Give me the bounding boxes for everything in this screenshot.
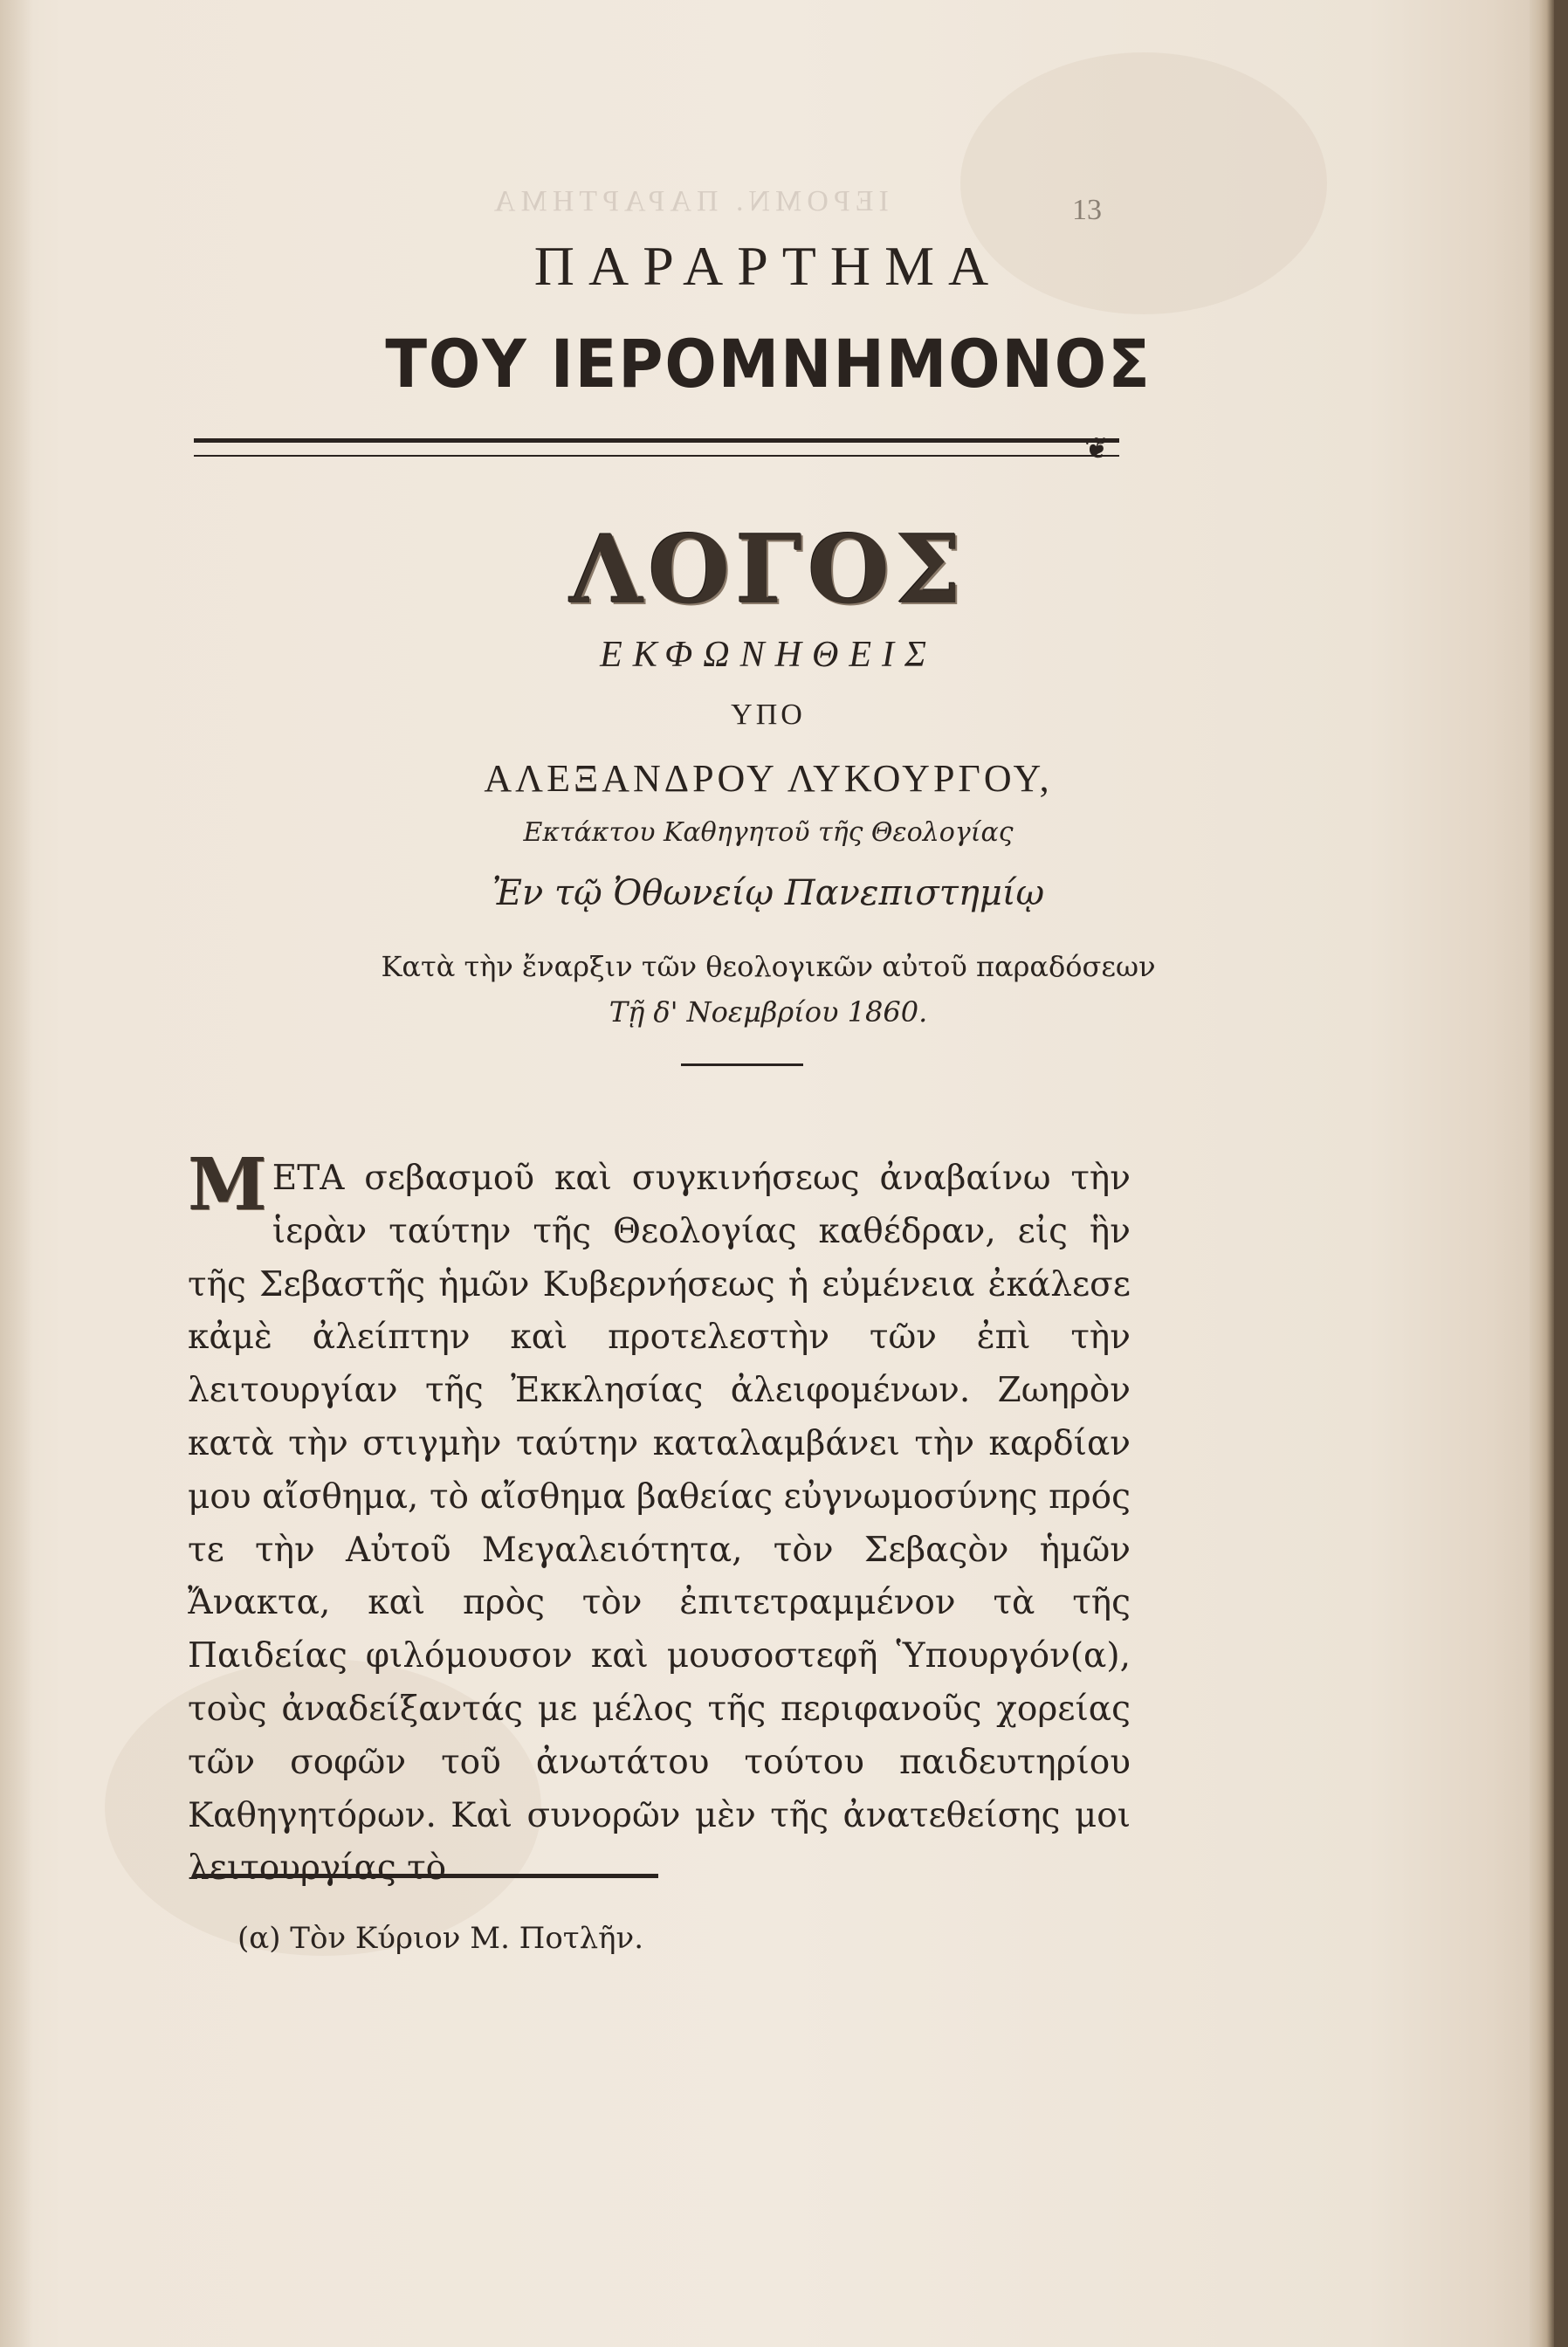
- subtitle: ΕΚΦΩΝΗΘΕΙΣ: [600, 635, 937, 675]
- author-role: Εκτάκτου Καθηγητοῦ τῆς Θεολογίας: [523, 817, 1014, 848]
- page-right-edge: [1530, 0, 1554, 2347]
- author-name: ΑΛΕΞΑΝΔΡΟΥ ΛΥΚΟΥΡΓΟΥ,: [484, 757, 1053, 800]
- by-line: ΥΠΟ: [731, 699, 806, 731]
- date-line: Τῇ δ' Νοεμβρίου 1860.: [609, 995, 928, 1029]
- section-rule: [681, 1063, 803, 1066]
- document-title: ΛΟΓΟΣ: [569, 515, 967, 625]
- header-rule: [194, 438, 1119, 457]
- institution: Ἐν τῷ Ὀθωνείῳ Πανεπιστημίῳ: [492, 873, 1045, 913]
- drop-cap: Μ: [188, 1143, 267, 1227]
- body-paragraph: [188, 1143, 1131, 1896]
- header-line-2: ΤΟΥ ΙΕΡΟΜΝΗΜΟΝΟΣ: [385, 325, 1152, 403]
- rule-ornament-icon: ❦: [1084, 431, 1110, 466]
- header-line-1: ΠΑΡΑΡΤΗΜΑ: [533, 235, 1003, 297]
- bleed-through-header: ΙΕΡΟΜΝ. ΠΑΡΑΡΤΗΜΑ: [489, 185, 889, 217]
- page-left-shadow: [0, 0, 33, 2347]
- footnote: (α) Τὸν Κύριον Μ. Ποτλῆν.: [237, 1921, 644, 1956]
- occasion-line: Κατὰ τὴν ἔναρξιν τῶν θεολογικῶν αὐτοῦ παραδόσεων: [381, 950, 1156, 983]
- body-text: ΕΤΑ σεβασμοῦ καὶ συγκινήσεως ἀναβαίνω τὴν ἱερὰν ταύτην τῆς Θεολογίας καθέδραν, εἰς ἣν τῆς Σεβαστῆς ἡμῶν Κυβερνήσεως ἡ εὐμένεια ἐκάλεσε κἀμὲ ἀλείπτην καὶ προτελεστὴν τῶν ἐπὶ τὴν λειτουργίαν τῆς Ἐκκλησίας ἀλειφομένων. Ζωηρὸν κατὰ τὴν στιγμὴν ταύτην καταλαμβάνει τὴν καρδίαν μου αἴσθημα, τὸ αἴσθημα βαθείας εὐγνωμοσύνης πρός τε τὴν Αὐτοῦ Μεγαλειότητα, τὸν Σεβαςὸν ἡμῶν Ἄνακτα, καὶ πρὸς τὸν ἐπιτετραμμένον τὰ τῆς Παιδείας φιλόμουσον καὶ μουσοστεφῆ Ὑπουργόν(α), τοὺς ἀναδείξαντάς με μέλος τῆς περιφανοῦς χορείας τῶν σοφῶν τοῦ ἀνωτάτου τούτου παιδευτηρίου Καθηγητόρων. Καὶ συνορῶν μὲν τῆς ἀνατεθείσης μοι λειτουργίας τὸ: [188, 1159, 1131, 1889]
- footnote-rule: [194, 1874, 658, 1878]
- page-number: 13: [1072, 194, 1102, 226]
